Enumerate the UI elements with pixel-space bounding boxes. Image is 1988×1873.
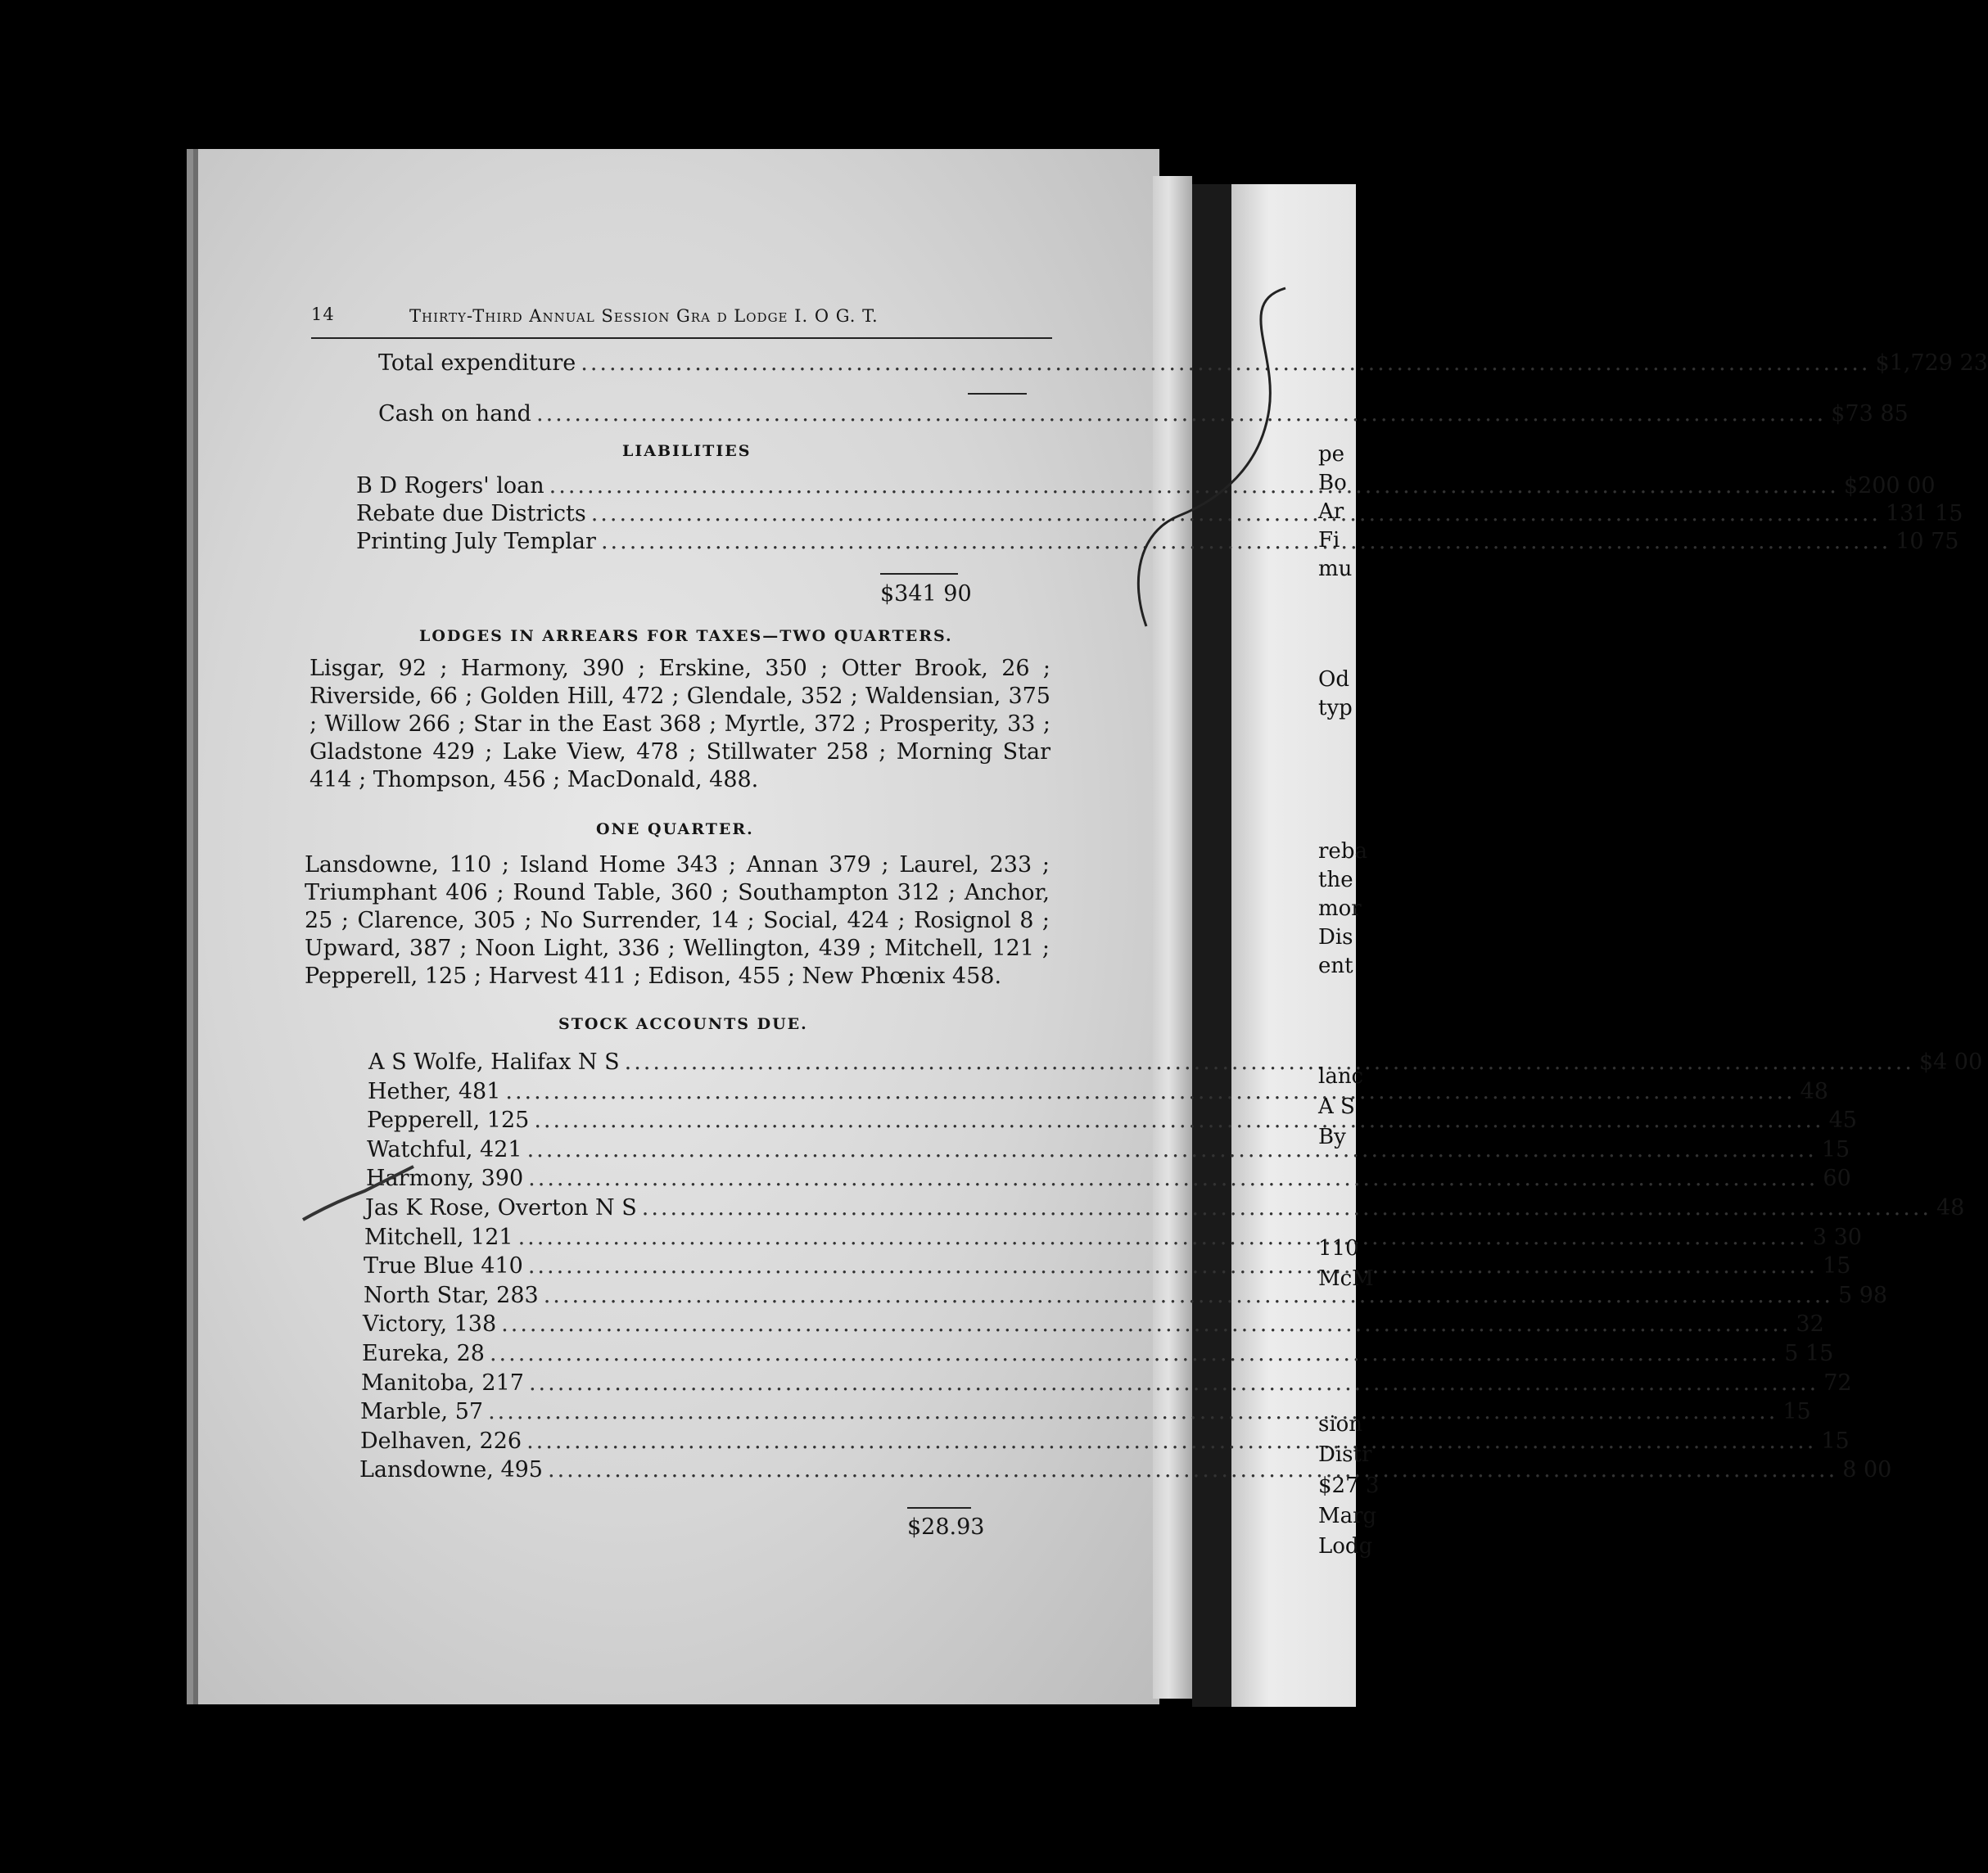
right-page-fragment: typ — [1318, 696, 1353, 720]
arrears-two-quarters-heading: LODGES IN ARREARS FOR TAXES—TWO QUARTERS. — [419, 627, 953, 645]
stock-account-row — [363, 1311, 1824, 1338]
row-label: Mitchell, 121 — [364, 1224, 513, 1250]
row-amount: 15 — [1821, 1136, 1850, 1162]
row-amount: $200 00 — [1843, 473, 1936, 499]
row-label: Total expenditure — [378, 350, 576, 376]
right-page-fragment: lanc — [1318, 1064, 1364, 1089]
leader-dots — [528, 1166, 1818, 1191]
row-amount: 32 — [1796, 1311, 1824, 1338]
running-header — [311, 305, 1052, 339]
row-label: Victory, 138 — [363, 1311, 497, 1338]
leader-dots — [548, 1457, 1837, 1483]
right-page-fragment: By — [1318, 1125, 1346, 1149]
row-label: Manitoba, 217 — [361, 1370, 524, 1396]
right-page-fragment: Dis — [1318, 925, 1353, 950]
right-page-fragment: A S — [1318, 1094, 1355, 1119]
right-page-fragment: 110 — [1318, 1236, 1359, 1261]
row-label: Hether, 481 — [368, 1078, 501, 1104]
leader-dots — [490, 1341, 1779, 1366]
right-page-fragment: Marg — [1318, 1504, 1377, 1528]
stock-account-row — [368, 1078, 1828, 1104]
row-amount: 8 00 — [1842, 1457, 1892, 1483]
row-amount: 10 75 — [1895, 529, 1959, 554]
row-label: A S Wolfe, Halifax N S — [368, 1049, 620, 1075]
right-page-fragment: mu — [1318, 557, 1353, 581]
row-label: Harmony, 390 — [366, 1166, 524, 1192]
stock-account-row — [368, 1049, 1983, 1075]
one-quarter-heading: ONE QUARTER. — [596, 820, 754, 838]
thread-strand — [1122, 287, 1310, 630]
row-label: Delhaven, 226 — [360, 1428, 522, 1454]
leader-dots — [544, 1283, 1833, 1308]
right-page-fragment: pe — [1318, 442, 1345, 467]
row-label: Jas K Rose, Overton N S — [365, 1195, 637, 1221]
leader-dots — [501, 1311, 1791, 1337]
leader-dots — [528, 1253, 1818, 1279]
row-label: North Star, 283 — [364, 1282, 539, 1308]
stock-account-row — [366, 1166, 1851, 1192]
stock-account-row — [359, 1457, 1892, 1483]
row-amount: $73 85 — [1831, 401, 1909, 427]
leader-dots — [534, 1108, 1823, 1133]
right-page-fragment: $27 3 — [1318, 1474, 1380, 1498]
sum-rule — [968, 393, 1027, 395]
right-page-fragment: Lodg — [1318, 1534, 1373, 1559]
row-label: Cash on hand — [378, 401, 531, 427]
row-label: Pepperell, 125 — [367, 1108, 530, 1134]
row-amount: 5 98 — [1837, 1282, 1888, 1308]
stock-account-row — [367, 1108, 1857, 1134]
total-expenditure-row — [378, 350, 1988, 376]
row-label: Printing July Templar — [356, 529, 596, 554]
leader-dots — [505, 1079, 1795, 1104]
cash-on-hand-row — [378, 401, 1909, 427]
right-page-fragment: Od — [1318, 667, 1349, 692]
pencil-check-mark — [299, 1158, 413, 1224]
stock-account-row — [362, 1341, 1834, 1366]
row-amount: 15 — [1823, 1253, 1851, 1280]
right-page-fragment: reba — [1318, 839, 1367, 864]
right-page-fragment: Ar — [1318, 499, 1344, 524]
leader-dots — [527, 1137, 1817, 1162]
row-amount: 131 15 — [1885, 501, 1963, 526]
right-page-fragment: ent — [1318, 954, 1353, 978]
sum-rule — [907, 1507, 971, 1509]
row-label: Watchful, 421 — [367, 1136, 522, 1162]
row-amount: 15 — [1782, 1399, 1811, 1425]
stock-account-row — [365, 1195, 1965, 1221]
row-amount: $4 00 — [1918, 1049, 1983, 1075]
row-label: True Blue 410 — [364, 1253, 523, 1280]
liabilities-heading: LIABILITIES — [622, 442, 752, 460]
leader-dots — [518, 1225, 1808, 1250]
row-amount: 5 15 — [1784, 1341, 1834, 1366]
row-amount: 48 — [1936, 1195, 1965, 1221]
leader-dots — [642, 1195, 1932, 1221]
right-page-fragment: Distr — [1318, 1442, 1372, 1467]
sum-rule — [880, 573, 958, 575]
row-label: B D Rogers' loan — [356, 473, 544, 499]
leader-dots — [488, 1399, 1778, 1424]
stock-account-row — [361, 1370, 1852, 1396]
row-label: Lansdowne, 495 — [359, 1457, 543, 1483]
liabilities-total: $341 90 — [880, 581, 972, 607]
leader-dots — [526, 1428, 1816, 1454]
right-page-fragment: mor — [1318, 896, 1362, 921]
stock-account-row — [364, 1282, 1888, 1308]
right-page-fragment: Bo — [1318, 471, 1347, 495]
arrears-two-quarters-text: Lisgar, 92 ; Harmony, 390 ; Erskine, 350 ; Otter Brook, 26 ; Riverside, 66 ; Golden Hill, 472 ; Glendale, 352 ; Waldensian, 375 ; Willow 266 ; Star in the East 368 ; Myrtle, 372 ; Prosperity, 33 ; Gladstone 429 ; Lake View, 478 ; Stillwater 258 ; Morning Star 414 ; Thompson, 456 ; MacDonald, 488. — [309, 656, 1050, 792]
row-amount: $1,729 23 — [1875, 350, 1988, 376]
row-amount: 48 — [1800, 1078, 1828, 1104]
right-page-fragment: Fi — [1318, 528, 1340, 553]
stock-total: $28.93 — [907, 1514, 985, 1540]
row-label: Eureka, 28 — [362, 1341, 485, 1366]
row-label: Marble, 57 — [360, 1399, 484, 1425]
right-page-fragment: the — [1318, 868, 1353, 892]
stock-accounts-heading: STOCK ACCOUNTS DUE. — [558, 1015, 808, 1033]
stock-account-row — [360, 1428, 1850, 1454]
row-amount: 60 — [1823, 1166, 1851, 1192]
row-amount: 15 — [1821, 1428, 1850, 1454]
header-title: Thirty-Third Annual Session Gra d Lodge I. O G. T. — [409, 306, 879, 326]
leader-dots — [529, 1370, 1819, 1396]
row-label: Rebate due Districts — [356, 501, 586, 526]
row-amount: 45 — [1828, 1108, 1857, 1134]
row-amount: 3 30 — [1812, 1224, 1862, 1250]
right-page-fragment: sion — [1318, 1412, 1363, 1437]
one-quarter-text: Lansdowne, 110 ; Island Home 343 ; Annan 379 ; Laurel, 233 ; Triumphant 406 ; Round Table, 360 ; Southampton 312 ; Anchor, 25 ; Clarence, 305 ; No Surrender, 14 ; Social, 424 ; Rosignol 8 ; Upward, 387 ; Noon Light, 336 ; Wellington, 439 ; Mitchell, 121 ; Pepperell, 125 ; Harvest 411 ; Edison, 455 ; New Phœnix 458. — [305, 852, 1050, 989]
page-number: 14 — [311, 305, 335, 324]
right-page-fragment: McM — [1318, 1266, 1374, 1291]
row-amount: 72 — [1823, 1370, 1852, 1396]
leader-dots — [625, 1049, 1914, 1075]
